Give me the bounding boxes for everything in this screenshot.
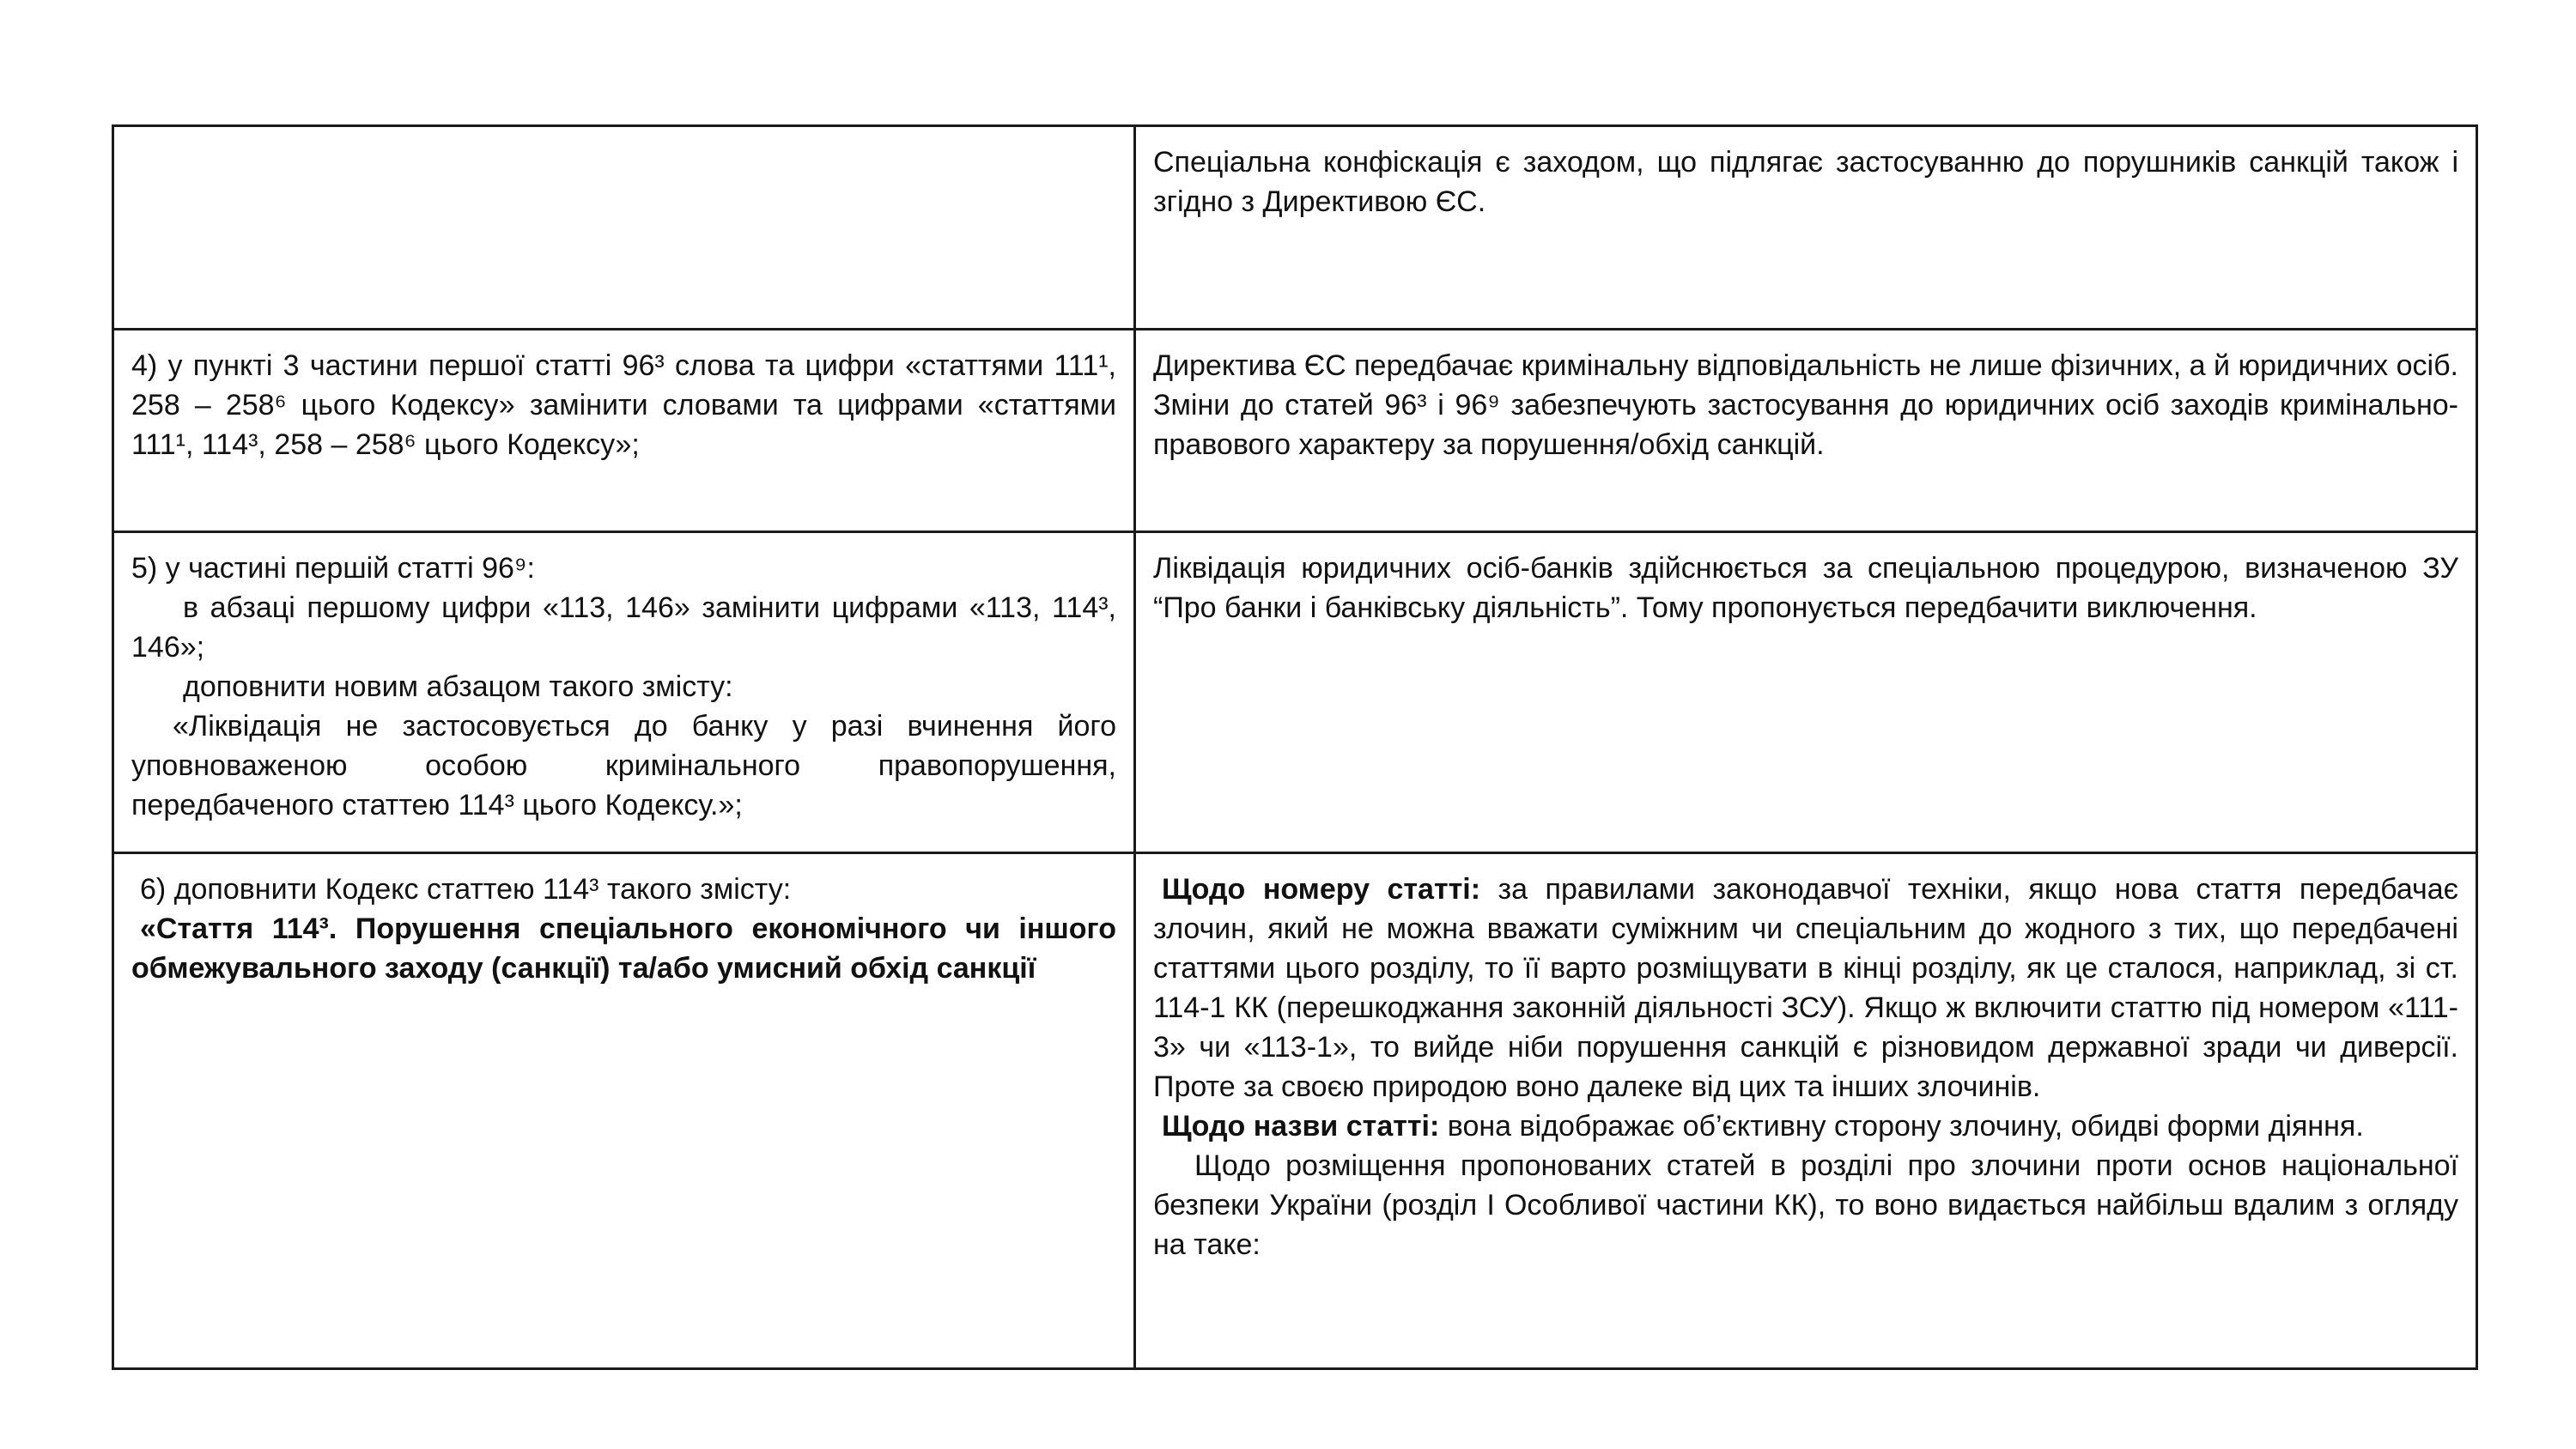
table-row bbox=[113, 853, 2477, 1369]
table-row bbox=[113, 126, 2477, 330]
paragraph-heading: Щодо номеру статті: bbox=[1162, 873, 1481, 906]
table-row bbox=[113, 532, 2477, 853]
table-row bbox=[113, 330, 2477, 532]
paragraph: в абзаці першому цифри «113, 146» замінити цифрами «113, 114³, 146»; bbox=[131, 591, 1116, 664]
paragraph bbox=[1153, 1106, 2458, 1146]
paragraph: доповнити новим абзацом такого змісту: bbox=[183, 670, 733, 703]
cell-justification bbox=[1135, 330, 2477, 532]
cell-justification bbox=[1135, 126, 2477, 330]
paragraph: Ліквідація юридичних осіб-банків здійснюється за спеціальною процедурою, визначеною ЗУ “Про банки і банківську діяльність”. Тому пропонується передбачити виключення. bbox=[1153, 552, 2458, 624]
cell-proposal bbox=[113, 853, 1135, 1369]
paragraph bbox=[1153, 870, 2458, 1106]
paragraph: 5) у частині першій статті 96⁹: bbox=[131, 552, 535, 585]
paragraph: «Ліквідація не застосовується до банку у разі вчинення його уповноваженою особою кримінального правопорушення, передбаченого статтею 114³ цього Кодексу.»; bbox=[131, 710, 1116, 822]
cell-proposal bbox=[113, 330, 1135, 532]
paragraph: Директива ЄС передбачає кримінальну відповідальність не лише фізичних, а й юридичних осіб. Зміни до статей 96³ і 96⁹ забезпечують застосування до юридичних осіб заходів кримінально-правового характеру за порушення/обхід санкцій. bbox=[1153, 349, 2458, 461]
cell-proposal bbox=[113, 126, 1135, 330]
cell-justification bbox=[1135, 532, 2477, 853]
paragraph-heading: Щодо назви статті: bbox=[1162, 1110, 1440, 1143]
paragraph: Щодо розміщення пропонованих статей в розділі про злочини проти основ національної безпеки України (розділ І Особливої частини КК), то воно видається найбільш вдалим з огляду на таке: bbox=[1153, 1149, 2458, 1261]
paragraph-text: вона відображає об’єктивну сторону злочину, обидві форми діяння. bbox=[1439, 1110, 2364, 1143]
paragraph-text: за правилами законодавчої техніки, якщо нова стаття передбачає злочин, який не можна вважати суміжним чи спеціальним до жодного з тих, що передбачені статтями цього розділу, то її варто розміщувати в кінці розділу, як це сталося, наприклад, зі ст. 114-1 КК (перешкоджання законній діяльності ЗСУ). Якщо ж включити статтю під номером «111-3» чи «113-1», то вийде ніби порушення санкцій є різновидом державної зради чи диверсії. Проте за своєю природою воно далеке від цих та інших злочинів. bbox=[1153, 873, 2458, 1103]
paragraph: 4) у пункті 3 частини першої статті 96³ слова та цифри «статтями 111¹, 258 – 258⁶ цього Кодексу» замінити словами та цифрами «статтями 111¹, 114³, 258 – 258⁶ цього Кодексу»; bbox=[131, 349, 1116, 461]
paragraph: Спеціальна конфіскація є заходом, що підлягає застосуванню до порушників санкцій також і згідно з Директивою ЄС. bbox=[1153, 146, 2458, 218]
cell-justification bbox=[1135, 853, 2477, 1369]
article-title: «Стаття 114³. Порушення спеціального економічного чи іншого обмежувального заходу (санкції) та/або умисний обхід санкції bbox=[131, 912, 1116, 985]
comparison-table bbox=[112, 124, 2478, 1370]
cell-proposal bbox=[113, 532, 1135, 853]
paragraph: 6) доповнити Кодекс статтею 114³ такого змісту: bbox=[140, 873, 792, 906]
